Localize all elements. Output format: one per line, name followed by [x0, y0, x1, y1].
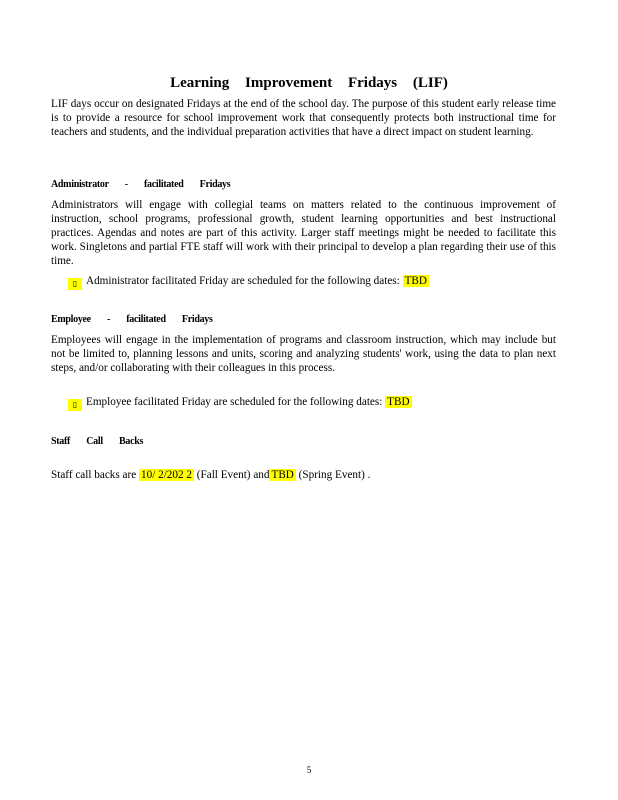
admin-bullet-item	[68, 274, 429, 290]
employee-dates-value: TBD	[387, 396, 410, 408]
employee-bullet-item	[68, 395, 412, 411]
callbacks-prefix: Staff call backs are	[51, 469, 137, 481]
spring-date: TBD	[271, 469, 294, 481]
intro-paragraph: LIF days occur on designated Fridays at the end of the school day. The purpose of this student early release time is to provide a resource for school improvement work that consequently protects both instructional time for teachers and students, and the individual preparation activities that have a direct impact on student learning.	[51, 98, 556, 138]
fall-label: (Fall Event) and	[196, 469, 270, 481]
spring-label: (Spring Event) .	[298, 469, 371, 481]
callbacks-heading: Staff Call Backs	[51, 436, 144, 447]
bullet-icon: ▯	[68, 278, 82, 290]
admin-heading: Administrator - facilitated Fridays	[51, 179, 231, 190]
bullet-icon: ▯	[68, 399, 82, 411]
admin-paragraph: Administrators will engage with collegial teams on matters related to the continuous improvement of instruction, school programs, professional growth, student learning opportunities and best instructional practices. Agendas and notes are part of this activity. Larger staff meetings might be needed to facilitate this work. Singletons and partial FTE staff will work with their principal to develop a plan regarding their use of this time.	[51, 199, 556, 267]
page-title: Learning Improvement Fridays (LIF)	[170, 75, 448, 91]
page-number: 5	[306, 765, 312, 775]
admin-dates-value: TBD	[404, 275, 427, 287]
fall-date: 10/ 2/202 2	[141, 469, 192, 481]
admin-bullet-text: Administrator facilitated Friday are scheduled for the following dates:	[86, 275, 400, 287]
employee-bullet-text: Employee facilitated Friday are scheduled for the following dates:	[86, 396, 383, 408]
employee-heading: Employee - facilitated Fridays	[51, 314, 213, 325]
callbacks-line	[51, 469, 370, 481]
employee-paragraph: Employees will engage in the implementation of programs and classroom instruction, which may include but not be limited to, planning lessons and units, scoring and analyzing students' work, using the data to plan next steps, and/or collaborating with their colleagues in this process.	[51, 334, 556, 374]
